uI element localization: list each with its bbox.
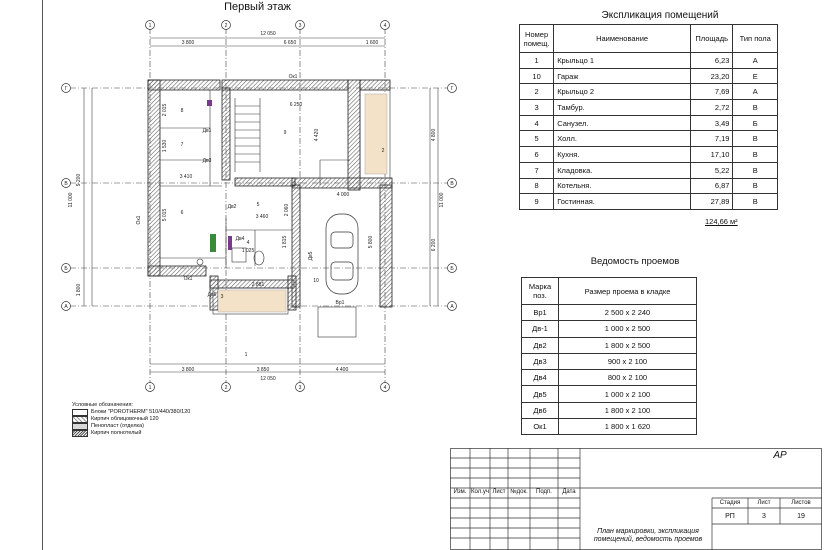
- room-name: Крыльцо 2: [554, 84, 691, 100]
- axis-label-bottom-4: 4: [383, 385, 387, 391]
- opening-dv5: Дв5: [308, 251, 314, 261]
- room-name: Холл.: [554, 131, 691, 147]
- table-row: [520, 100, 778, 116]
- room-floor-type: В: [733, 162, 778, 178]
- room-number-10: 10: [313, 278, 319, 284]
- plan-legend: [72, 402, 190, 437]
- dim-top-total: 12 050: [260, 31, 276, 37]
- opening-size: 1 800 x 2 500: [559, 337, 697, 353]
- inner-dim-11: 1 025: [241, 248, 255, 254]
- axis-label-top-3: 3: [298, 23, 302, 29]
- room-floor-type: Е: [733, 68, 778, 84]
- room-area: 5,22: [690, 162, 732, 178]
- table-row: [520, 84, 778, 100]
- openings-table-body: [522, 305, 697, 435]
- room-number-7: 7: [180, 142, 184, 148]
- legend-swatch: [72, 423, 88, 430]
- axis-label-left-a: А: [64, 304, 68, 310]
- inner-dim-13: 1 815: [282, 235, 288, 249]
- opening-vr1: Вр1: [335, 300, 345, 306]
- legend-heading: Условные обозначения:: [72, 402, 133, 408]
- room-number: 1: [520, 53, 554, 69]
- stamp-col-podp: Подп.: [536, 489, 552, 495]
- rooms-col-number: Номер помещ.: [520, 25, 554, 53]
- room-name: Гараж: [554, 68, 691, 84]
- dim-left-3: 11 000: [68, 192, 74, 208]
- rooms-col-name: Наименование: [554, 25, 691, 53]
- room-number-6: 6: [180, 210, 184, 216]
- opening-mark: Дв2: [522, 337, 559, 353]
- opening-size: 900 x 2 100: [559, 353, 697, 369]
- dim-right-3: 11 000: [439, 192, 445, 208]
- stamp-col-list: Лист: [492, 489, 506, 495]
- legend-item-label: Пенопласт (отделка): [91, 423, 144, 429]
- sheet-value: 3: [762, 513, 766, 520]
- opening-mark: Дв4: [522, 370, 559, 386]
- dim-bottom-3: 4 400: [335, 367, 349, 373]
- inner-dim-10: 5 800: [368, 235, 374, 249]
- legend-item: [72, 409, 190, 416]
- inner-dim-8: 2 060: [284, 203, 290, 217]
- legend-item: [72, 430, 190, 437]
- openings-table-title: Ведомость проемов: [590, 256, 680, 267]
- room-name: Кухня.: [554, 147, 691, 163]
- axis-label-left-v: В: [64, 181, 68, 187]
- room-floor-type: В: [733, 178, 778, 194]
- rooms-col-area: Площадь: [690, 25, 732, 53]
- table-row: [522, 353, 697, 369]
- dim-right-1: 4 800: [431, 128, 437, 142]
- opening-size: 1 800 x 2 100: [559, 402, 697, 418]
- room-number: 7: [520, 162, 554, 178]
- opening-dv1: Дв1: [202, 128, 212, 134]
- legend-swatch: [72, 430, 88, 437]
- axis-label-bottom-3: 3: [298, 385, 302, 391]
- room-floor-type: В: [733, 194, 778, 210]
- table-row: [520, 178, 778, 194]
- room-area: 23,20: [690, 68, 732, 84]
- opening-mark: Дв3: [522, 353, 559, 369]
- title-block-text: [450, 448, 822, 550]
- room-number: 4: [520, 115, 554, 131]
- room-number: 5: [520, 131, 554, 147]
- opening-dv4: Дв4: [235, 236, 245, 242]
- room-name: Крыльцо 1: [554, 53, 691, 69]
- legend-swatch: [72, 416, 88, 423]
- room-number: 2: [520, 84, 554, 100]
- sheet-description: План маркировки, экспликация помещений, ведомость проемов: [593, 528, 703, 543]
- axis-label-top-4: 4: [383, 23, 387, 29]
- axis-label-right-b: Б: [450, 266, 454, 272]
- room-number: 8: [520, 178, 554, 194]
- legend-item-label: Кирпич облицовочный 120: [91, 416, 159, 422]
- openings-col-size: Размер проема в кладке: [559, 278, 697, 305]
- plan-title: Первый этаж: [224, 1, 291, 13]
- opening-size: 2 500 x 2 240: [559, 305, 697, 321]
- inner-dim-6: 4 420: [314, 128, 320, 142]
- sheets-value: 19: [797, 513, 805, 520]
- table-row: [522, 402, 697, 418]
- table-row: [520, 68, 778, 84]
- opening-mark: Дв-1: [522, 321, 559, 337]
- table-row: [522, 305, 697, 321]
- room-name: Гостинная.: [554, 194, 691, 210]
- dim-right-2: 6 200: [431, 238, 437, 252]
- opening-mark: Дв6: [522, 402, 559, 418]
- axis-label-bottom-1: 1: [148, 385, 152, 391]
- inner-dim-4: 5 015: [162, 208, 168, 222]
- room-number-9: 9: [283, 130, 287, 136]
- dim-top-3: 1 600: [365, 40, 379, 46]
- opening-mark: Ок1: [522, 419, 559, 435]
- axis-label-right-g: Г: [450, 86, 454, 92]
- opening-size: 1 000 x 2 100: [559, 386, 697, 402]
- legend-item: [72, 416, 190, 423]
- opening-mark: Вр1: [522, 305, 559, 321]
- legend-swatch: [72, 409, 88, 416]
- openings-table: [521, 277, 697, 435]
- room-number: 9: [520, 194, 554, 210]
- room-area: 27,89: [690, 194, 732, 210]
- room-floor-type: В: [733, 100, 778, 116]
- room-name: Санузел.: [554, 115, 691, 131]
- room-number: 3: [520, 100, 554, 116]
- table-row: [520, 162, 778, 178]
- dim-top-2: 6 650: [283, 40, 297, 46]
- inner-dim-2: 1 530: [162, 139, 168, 153]
- inner-dim-5: 6 250: [289, 102, 303, 108]
- table-row: [520, 194, 778, 210]
- dim-bottom-2: 3 850: [256, 367, 270, 373]
- sheets-label: Листов: [791, 500, 811, 506]
- room-name: Кладовка.: [554, 162, 691, 178]
- room-number-5: 5: [256, 202, 260, 208]
- inner-dim-12: 2 881: [251, 282, 265, 288]
- room-area: 6,23: [690, 53, 732, 69]
- stage-value: РП: [725, 513, 735, 520]
- legend-item-label: Блоки "POROTHERM" 510/440/380/120: [91, 409, 191, 415]
- axis-label-left-b: Б: [64, 266, 68, 272]
- opening-dv3: Дв3: [202, 158, 212, 164]
- opening-ok1-left: Ок1: [136, 215, 142, 225]
- room-area: 6,87: [690, 178, 732, 194]
- axis-label-bottom-2: 2: [224, 385, 228, 391]
- rooms-table-body: [520, 53, 778, 210]
- opening-size: 1 000 x 2 500: [559, 321, 697, 337]
- opening-ok1-top: Ок1: [288, 74, 298, 80]
- table-row: [522, 337, 697, 353]
- room-area: 17,10: [690, 147, 732, 163]
- room-number-4: 4: [246, 240, 250, 246]
- document-code: АР: [773, 450, 787, 461]
- room-floor-type: В: [733, 147, 778, 163]
- room-name: Тамбур.: [554, 100, 691, 116]
- rooms-table-header: [520, 25, 778, 53]
- legend-item: [72, 423, 190, 430]
- table-row: [520, 131, 778, 147]
- opening-mark: Дв5: [522, 386, 559, 402]
- room-number-1: 1: [244, 352, 248, 358]
- axis-label-top-2: 2: [224, 23, 228, 29]
- dim-bottom-1: 3 800: [181, 367, 195, 373]
- table-row: [522, 321, 697, 337]
- axis-label-right-a: А: [450, 304, 454, 310]
- openings-table-header: [522, 278, 697, 305]
- room-area: 3,49: [690, 115, 732, 131]
- stamp-col-ndoc: №док.: [510, 489, 528, 495]
- rooms-table: [519, 24, 778, 210]
- inner-dim-1: 2 015: [162, 103, 168, 117]
- table-row: [522, 386, 697, 402]
- opening-dv2: Дв2: [227, 204, 237, 210]
- stamp-col-date: Дата: [562, 489, 576, 495]
- table-row: [520, 147, 778, 163]
- room-number-2: 2: [381, 148, 385, 154]
- room-floor-type: В: [733, 131, 778, 147]
- opening-size: 1 800 x 1 620: [559, 419, 697, 435]
- room-area: 2,72: [690, 100, 732, 116]
- dim-left-2: 1 800: [76, 283, 82, 297]
- room-number-3: 3: [220, 294, 224, 300]
- axis-label-top-1: 1: [148, 23, 152, 29]
- dim-bottom-total: 12 050: [260, 376, 276, 382]
- table-row: [522, 419, 697, 435]
- opening-ok1-bottom: Ок1: [183, 276, 193, 282]
- rooms-table-title: Экспликация помещений: [601, 10, 719, 21]
- axis-label-left-g: Г: [64, 86, 68, 92]
- room-number: 6: [520, 147, 554, 163]
- stamp-col-koluch: Кол.уч: [471, 489, 489, 495]
- openings-col-mark: Марка поз.: [522, 278, 559, 305]
- rooms-col-floor: Тип пола: [733, 25, 778, 53]
- table-row: [522, 370, 697, 386]
- room-floor-type: А: [733, 84, 778, 100]
- sheet-label: Лист: [757, 500, 771, 506]
- table-row: [520, 53, 778, 69]
- room-number: 10: [520, 68, 554, 84]
- opening-size: 800 x 2 100: [559, 370, 697, 386]
- dim-top-1: 3 800: [181, 40, 195, 46]
- room-floor-type: А: [733, 53, 778, 69]
- inner-dim-9: 4 000: [336, 192, 350, 198]
- inner-dim-7: 3 460: [255, 214, 269, 220]
- legend-item-label: Кирпич полнотелый: [91, 430, 142, 436]
- room-area: 7,69: [690, 84, 732, 100]
- rooms-total-area: 124,66 м²: [705, 217, 738, 226]
- room-name: Котельня.: [554, 178, 691, 194]
- stage-label: Стадия: [719, 500, 741, 506]
- dim-left-1: 9 200: [76, 173, 82, 187]
- room-number-8: 8: [180, 108, 184, 114]
- table-row: [520, 115, 778, 131]
- room-area: 7,19: [690, 131, 732, 147]
- room-floor-type: Б: [733, 115, 778, 131]
- inner-dim-3: 3 410: [179, 174, 193, 180]
- opening-dv6: Дв6: [207, 292, 217, 298]
- axis-label-right-v: В: [450, 181, 454, 187]
- stamp-col-izm: Изм.: [453, 489, 467, 495]
